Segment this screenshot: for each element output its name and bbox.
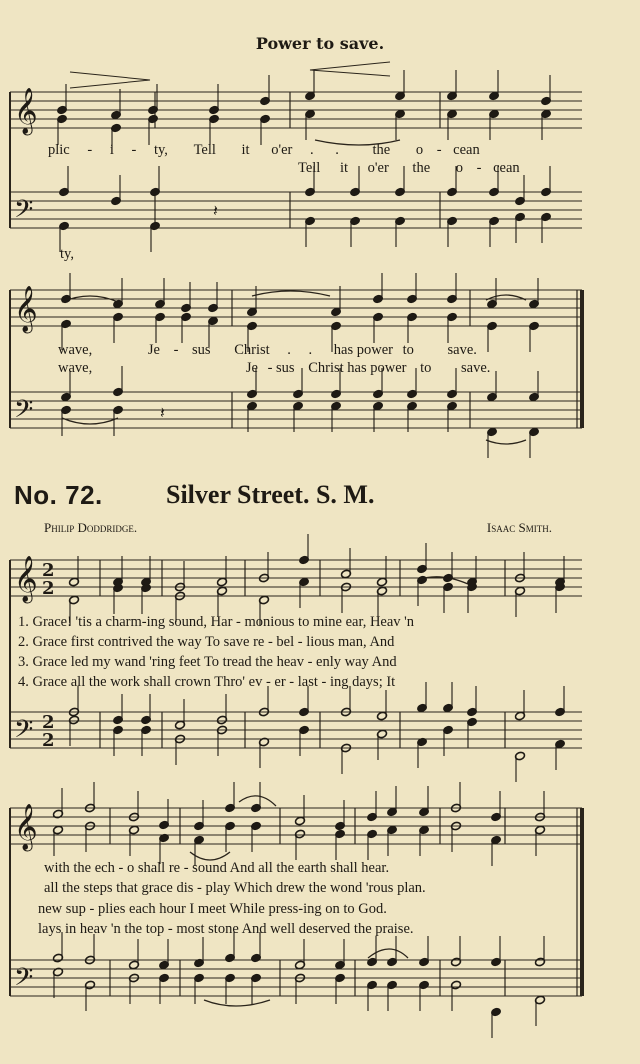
verse-1-line-a: 1. Grace! 'tis a charm-ing sound, Har - monious to mine ear, Heav 'n	[18, 614, 415, 630]
staff-system3-treble	[10, 560, 582, 596]
bass-clef-icon: 𝄢	[14, 395, 34, 430]
svg-text:2: 2	[42, 578, 55, 599]
svg-text:2: 2	[42, 560, 55, 581]
bass-clef-icon: 𝄢	[14, 195, 34, 230]
staff-system3-bass	[10, 712, 582, 748]
verse-2-line-b: all the steps that grace dis - play Which drew the wond 'rous plan.	[44, 880, 426, 896]
treble-clef-icon: 𝄞	[14, 286, 38, 332]
treble-clef-icon: 𝄞	[14, 556, 38, 602]
verse-3-line-a: 3. Grace led my wand 'ring feet To tread the heav - enly way And	[18, 654, 397, 670]
lyric-system1-bass: ty,	[60, 246, 74, 262]
bass-clef-icon: 𝄢	[14, 715, 34, 750]
dynamics	[70, 62, 390, 88]
verse-1-line-b: with the ech - o shall re - sound And all the earth shall hear.	[44, 860, 390, 876]
author-composer: Isaac Smith.	[486, 520, 552, 535]
verse-3-line-b: new sup - plies each hour I meet While press-ing on to God.	[38, 901, 387, 917]
final-barlines	[577, 290, 582, 996]
lyric-system1-line1: plic - i - ty, Tell it o'er . . the o - cean	[48, 142, 480, 158]
lyric-system2-line1: wave, Je - sus Christ . . has power to save.	[58, 342, 477, 358]
author-lyricist: Philip Doddridge.	[44, 520, 138, 535]
lyric-system1-line2: Tell it o'er the o - cean	[298, 160, 520, 176]
hymn-number: No. 72.	[14, 480, 103, 510]
verse-4-line-b: lays in heav 'n the top - most stone And well deserved the praise.	[38, 921, 414, 937]
svg-text:2: 2	[42, 730, 55, 751]
clefs	[14, 88, 38, 998]
treble-clef-icon: 𝄞	[14, 804, 38, 850]
rests	[160, 201, 218, 422]
bass-clef-icon: 𝄢	[14, 963, 34, 998]
hymn-title: Silver Street. S. M.	[166, 480, 375, 509]
svg-text:2: 2	[42, 712, 55, 733]
svg-text:𝄽: 𝄽	[160, 403, 165, 422]
verse-4-line-a: 4. Grace all the work shall crown Thro' ev - er - last - ing days; It	[18, 674, 396, 690]
treble-clef-icon: 𝄞	[14, 88, 38, 134]
svg-text:𝄽: 𝄽	[213, 201, 218, 220]
lyric-system2-line2: wave, Je - sus Christ has power to save.	[58, 360, 491, 376]
verse-2-line-a: 2. Grace first contrived the way To save re - bel - lious man, And	[18, 634, 395, 650]
running-header: Power to save.	[255, 34, 385, 53]
